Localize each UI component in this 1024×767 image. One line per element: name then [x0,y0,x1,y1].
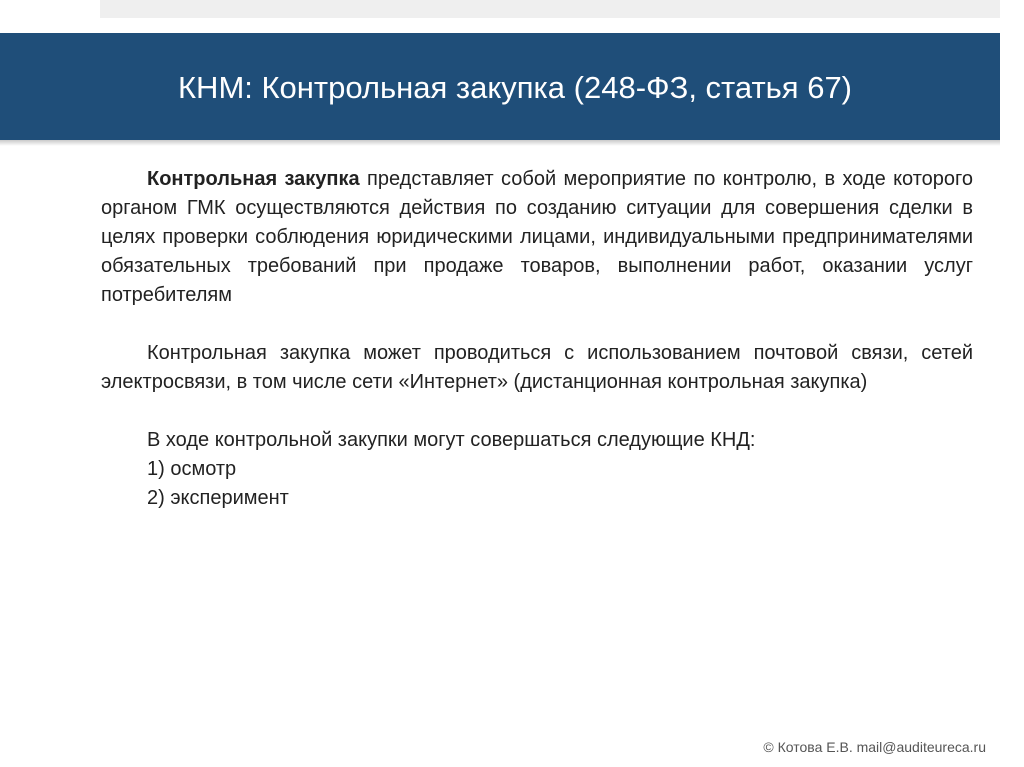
slide-content [101,165,973,513]
actions-intro: В ходе контрольной закупки могут совершаться следующие КНД: [147,429,756,451]
slide-title: КНМ: Контрольная закупка (248-ФЗ, статья 67) [178,70,853,105]
list-item: 1) осмотр [147,458,237,480]
paragraph-remote: Контрольная закупка может проводиться с использованием почтовой связи, сетей электросвязи, в том числе сети «Интернет» (дистанционная контрольная закупка) [101,342,973,393]
footer-copyright: © Котова Е.В. mail@auditeureca.ru [763,739,986,755]
definition-text: представляет собой мероприятие по контролю, в ходе которого органом ГМК осуществляются действия по созданию ситуации для совершения сделки в целях проверки соблюдения юридическими лицами, индивидуальными предпринимателями обязательных требований при продаже товаров, выполнении работ, оказании услуг потребителям [101,168,974,306]
title-band-shadow [0,140,1000,146]
term-bold: Контрольная закупка [147,168,360,190]
top-decor-strip [100,0,1000,18]
list-item: 2) эксперимент [147,487,289,509]
paragraph-definition [101,165,973,310]
paragraph-actions [101,426,973,513]
